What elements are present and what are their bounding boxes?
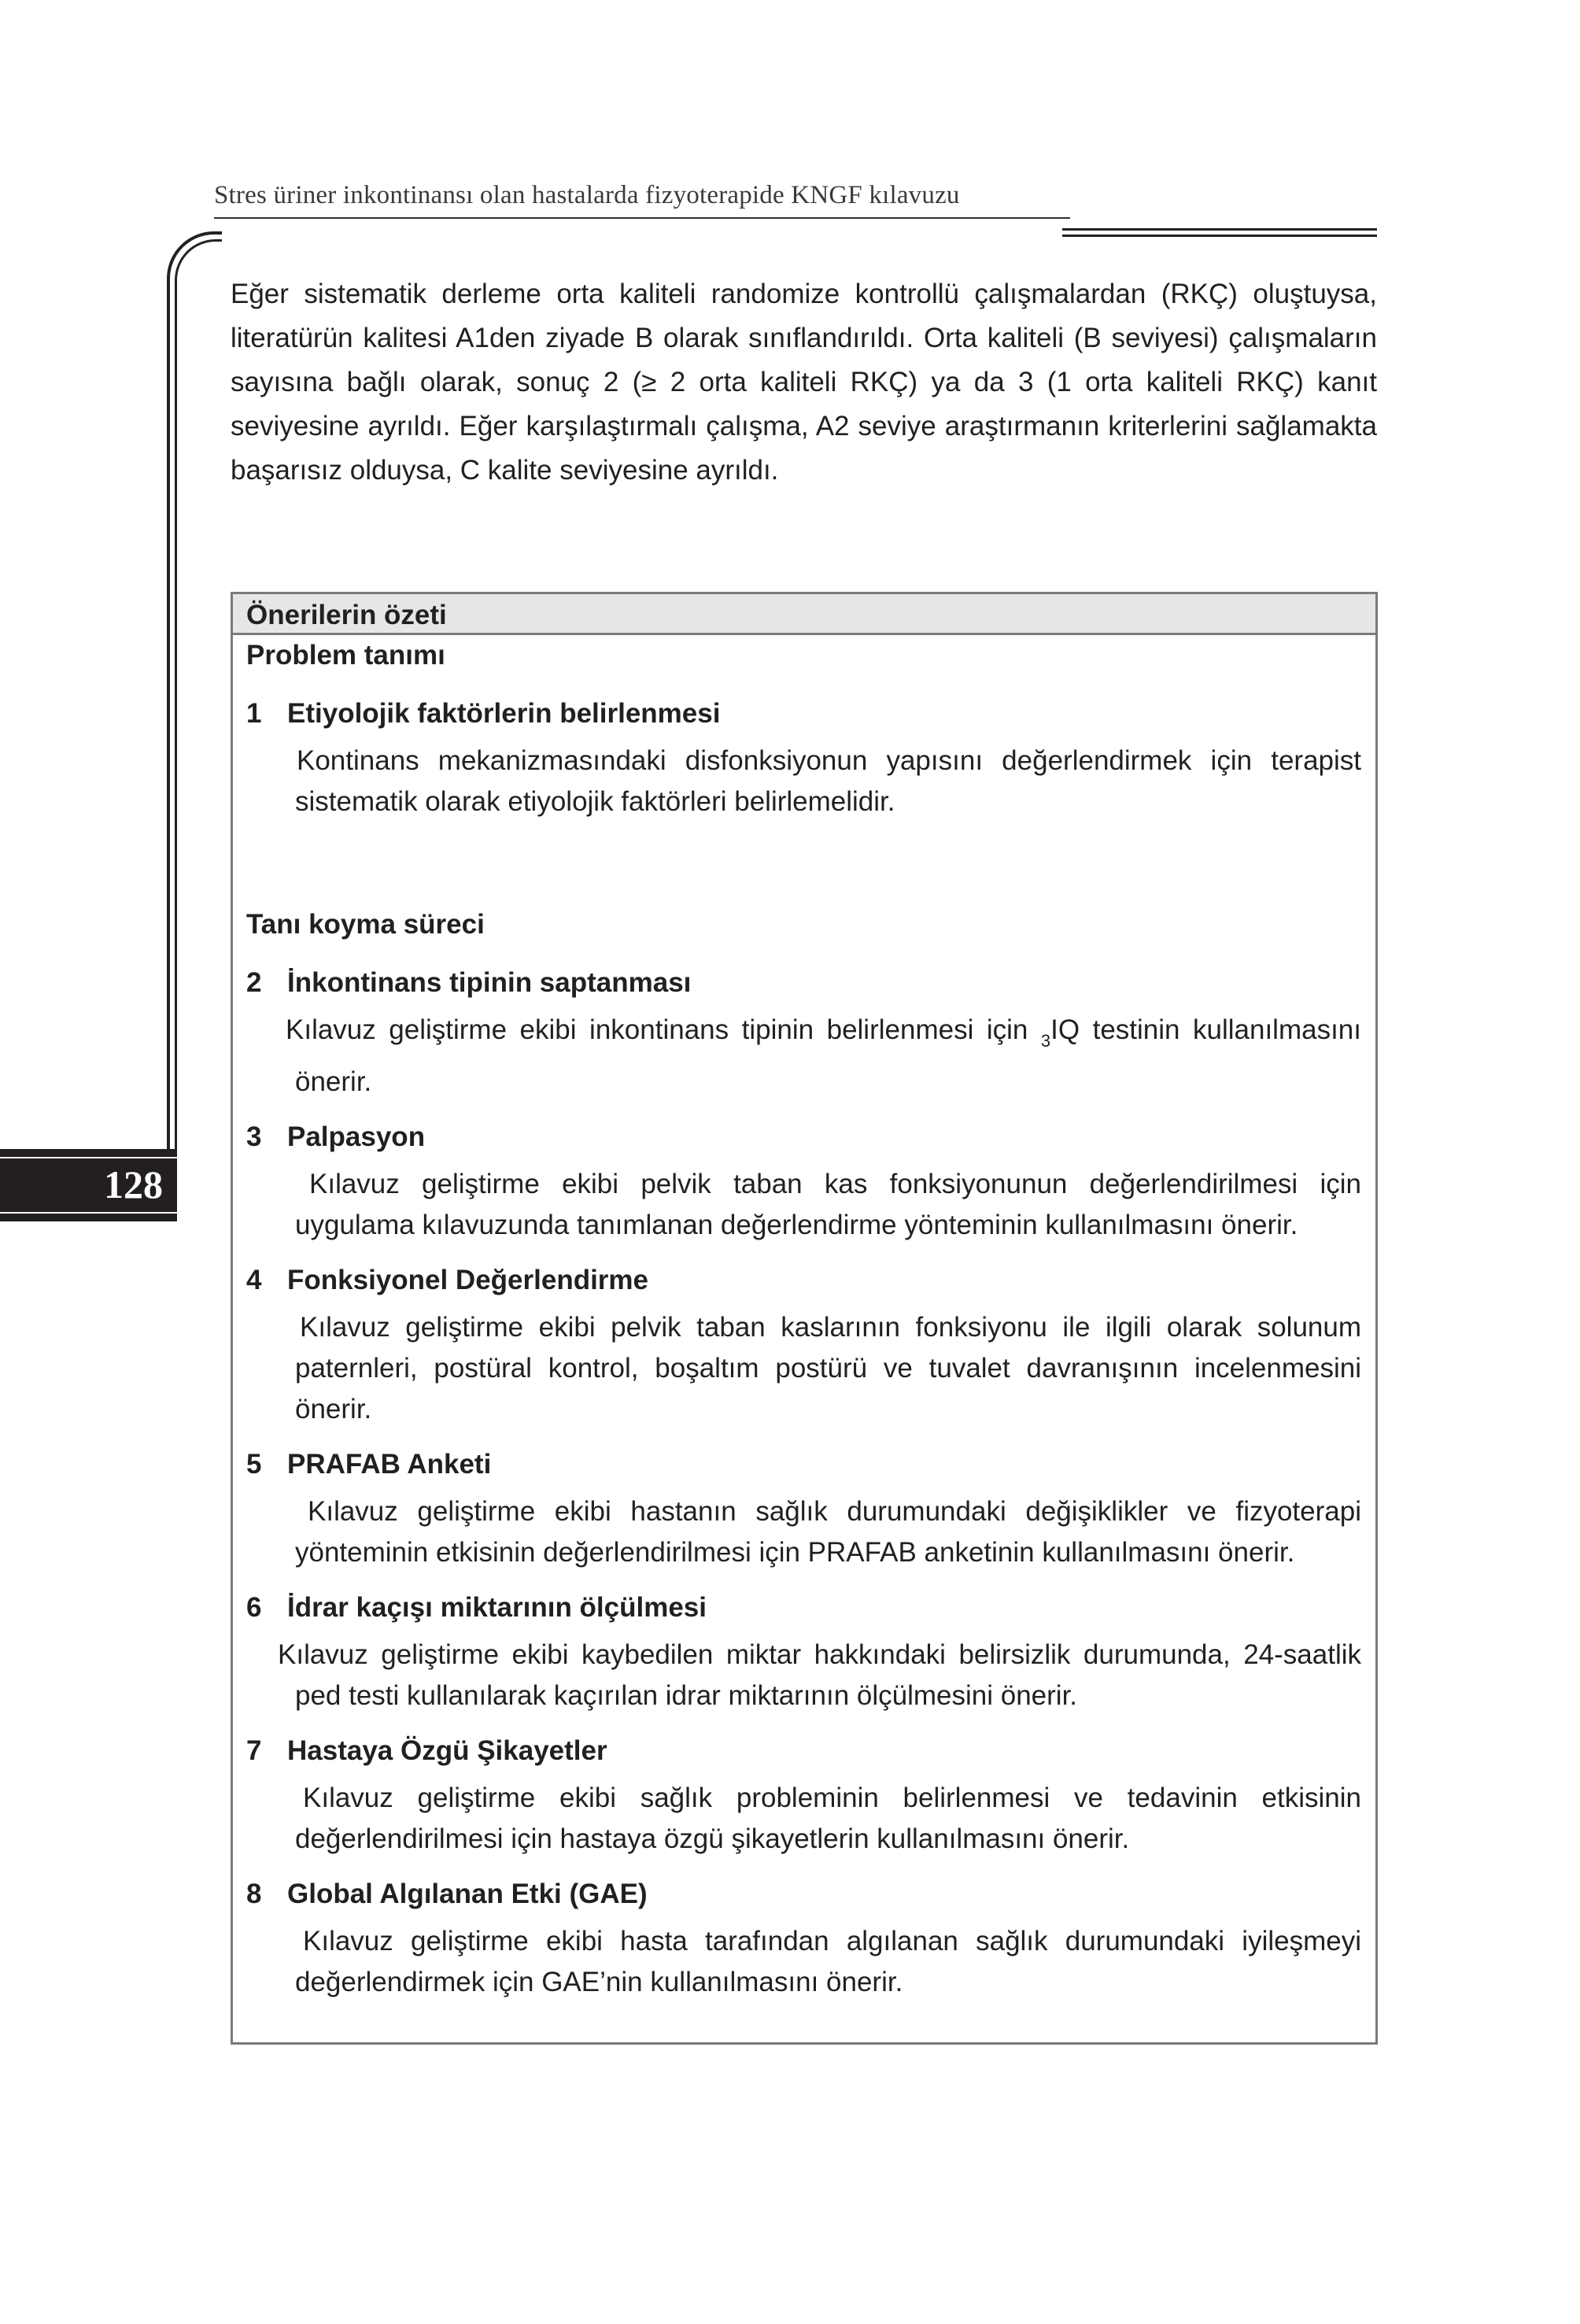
item-title [246, 1879, 1361, 1910]
item-text: Kılavuz geliştirme ekibi pelvik taban kaslarının fonksiyonu ile ilgili olarak solunum paternleri, postüral kontrol, boşaltım postürü ve tuvalet davranışının incelenmesini önerir. [295, 1312, 1361, 1424]
section-diagnosis-process: Tanı koyma süreci [246, 909, 485, 940]
item-heading: İdrar kaçışı miktarının ölçülmesi [287, 1592, 707, 1623]
item-text: Kılavuz geliştirme ekibi pelvik taban kas fonksiyonunun değerlendirilmesi için uygulama kılavuzunda tanımlanan değerlendirme yönteminin kullanılmasını önerir. [295, 1169, 1361, 1240]
item-number: 1 [246, 698, 262, 729]
item-title [246, 698, 1361, 730]
header-double-rule-top [1062, 228, 1377, 231]
item-title [246, 1735, 1361, 1767]
item-text: Kontinans mekanizmasındaki disfonksiyonun yapısını değerlendirmek için terapist sistematik olarak etiyolojik faktörleri belirlemelidir. [295, 745, 1361, 817]
section-problem-definition: Problem tanımı [246, 640, 445, 671]
header-rule [214, 217, 1070, 219]
item-heading: Fonksiyonel Değerlendirme [287, 1265, 649, 1295]
item-number: 8 [246, 1879, 262, 1909]
page-frame-left-line [167, 283, 170, 1149]
item-text: Kılavuz geliştirme ekibi inkontinans tipinin belirlenmesi için $_3$IQ testinin kullanılmasını önerir. [286, 1014, 1361, 1097]
item-text: Kılavuz geliştirme ekibi hastanın sağlık durumundaki değişiklikler ve fizyoterapi yönteminin etkisinin değerlendirilmesi için PRAFAB anketinin kullanılmasını önerir. [295, 1496, 1361, 1568]
item-number: 3 [246, 1121, 262, 1152]
item-title [246, 1121, 1361, 1153]
item-title [246, 1592, 1361, 1624]
item-number: 5 [246, 1449, 262, 1480]
page-frame-left-line-inner [175, 283, 177, 1149]
item-number: 7 [246, 1735, 262, 1766]
item-number: 2 [246, 967, 262, 998]
item-heading: Etiyolojik faktörlerin belirlenmesi [287, 698, 721, 729]
item-text: Kılavuz geliştirme ekibi kaybedilen miktar hakkındaki belirsizlik durumunda, 24-saatlik ped testi kullanılarak kaçırılan idrar miktarının ölçülmesini önerir. [278, 1639, 1361, 1711]
item-heading: Palpasyon [287, 1121, 426, 1152]
item-number: 4 [246, 1265, 262, 1295]
item-heading: İnkontinans tipinin saptanması [287, 967, 692, 998]
header-double-rule-bottom [1062, 235, 1377, 237]
recommendations-summary-box [231, 592, 1378, 2045]
page-number: 128 [104, 1162, 163, 1206]
page-number-tab [0, 1149, 177, 1221]
item-text: Kılavuz geliştirme ekibi hasta tarafından algılanan sağlık durumundaki iyileşmeyi değerlendirmek için GAE’nin kullanılmasını önerir. [295, 1926, 1361, 1997]
item-title [246, 1449, 1361, 1480]
summary-body [233, 640, 1375, 2003]
item-number: 6 [246, 1592, 262, 1623]
item-title [246, 967, 1361, 999]
item-text: Kılavuz geliştirme ekibi sağlık probleminin belirlenmesi ve tedavinin etkisinin değerlendirilmesi için hastaya özgü şikayetlerin kullanılmasını önerir. [295, 1783, 1361, 1854]
intro-paragraph: Eğer sistematik derleme orta kaliteli randomize kontrollü çalışmalardan (RKÇ) oluştuysa, literatürün kalitesi A1den ziyade B olarak sınıflandırıldı. Orta kaliteli (B seviyesi) çalışmaların sayısına bağlı olarak, sonuç 2 (≥ 2 orta kaliteli RKÇ) ya da 3 (1 orta kaliteli RKÇ) kanıt seviyesine ayrıldı. Eğer karşılaştırmalı çalışma, A2 seviye araştırmanın kriterlerini sağlamakta başarısız olduysa, C kalite seviyesine ayrıldı. [231, 279, 1377, 486]
running-header: Stres üriner inkontinansı olan hastalarda fizyoterapide KNGF kılavuzu [214, 181, 960, 209]
item-heading: PRAFAB Anketi [287, 1449, 492, 1480]
item-title [246, 1265, 1361, 1296]
item-heading: Global Algılanan Etki (GAE) [287, 1879, 648, 1909]
item-heading: Hastaya Özgü Şikayetler [287, 1735, 607, 1766]
subscript-three: 3 [1040, 1031, 1051, 1051]
summary-title: Önerilerin özeti [233, 594, 1375, 635]
